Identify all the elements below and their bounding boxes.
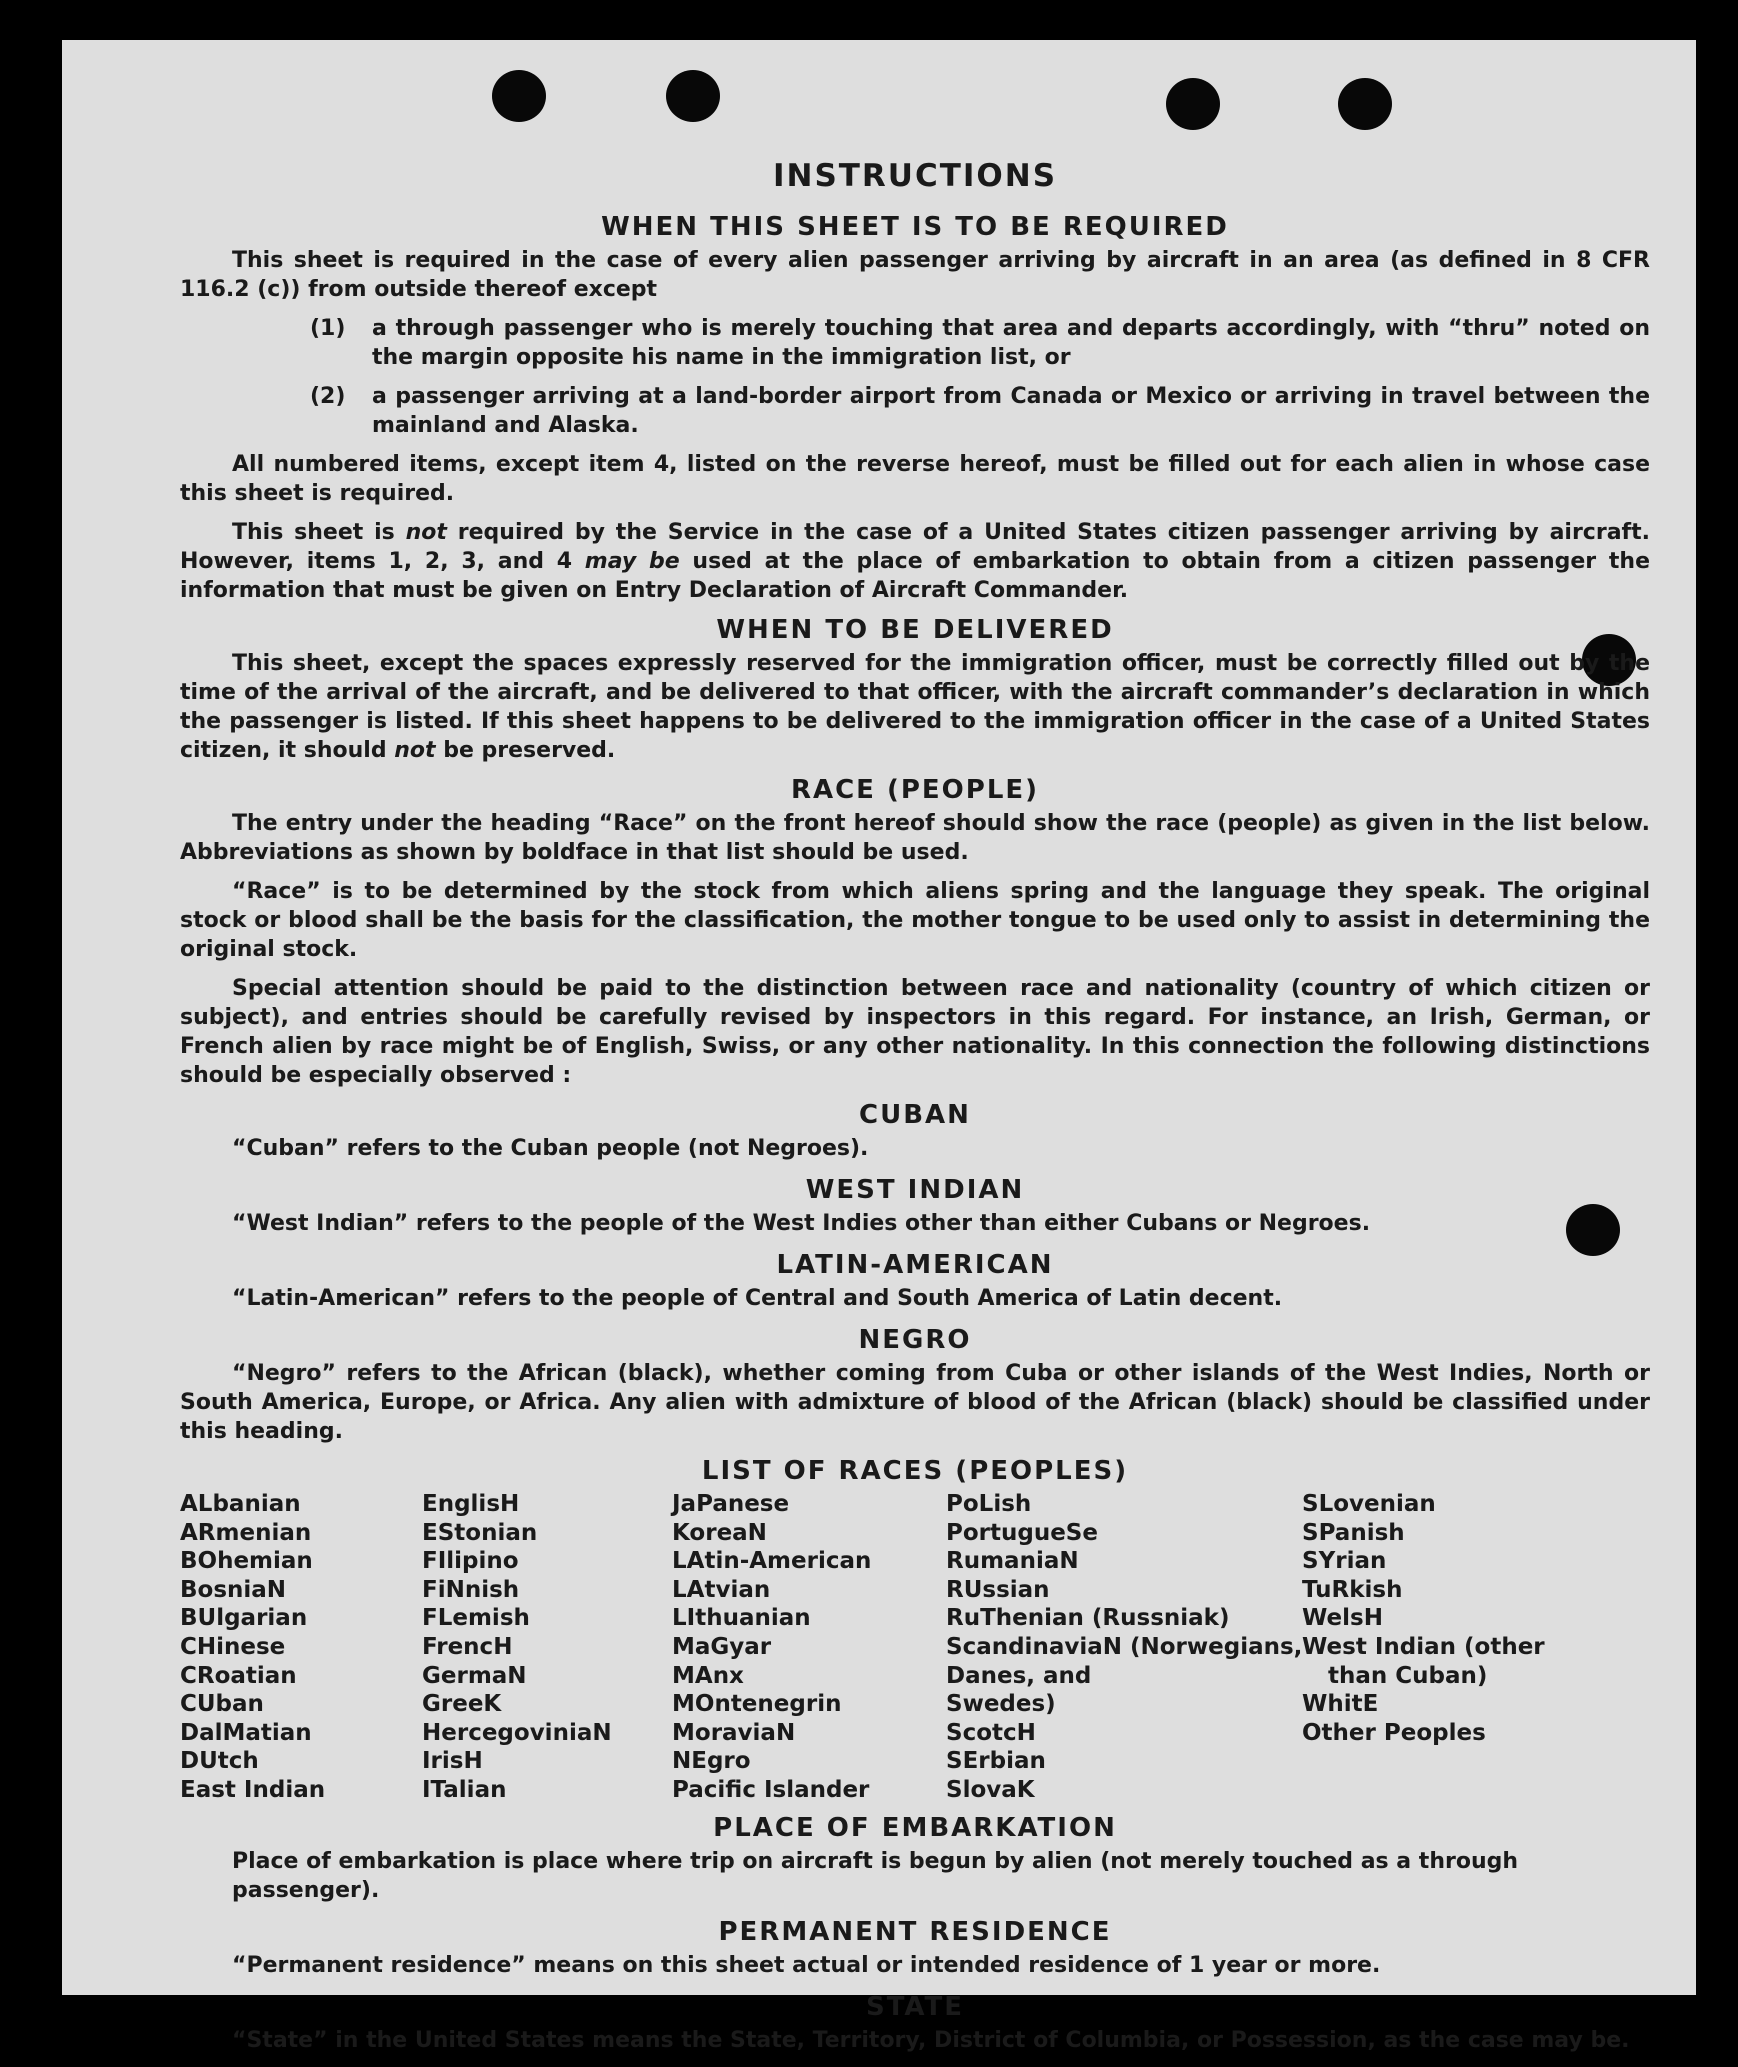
- race-entry: BOhemian: [180, 1548, 313, 1575]
- when-delivered-paragraph: [180, 649, 1650, 765]
- race-entry: CRoatian: [180, 1662, 297, 1689]
- section-heading-permanent-residence: PERMANENT RESIDENCE: [718, 1916, 1112, 1947]
- race-entry: LIthuanian: [672, 1605, 811, 1632]
- race-entry: FrencH: [422, 1633, 513, 1660]
- race-entry: GreeK: [422, 1691, 502, 1718]
- race-entry: MaGyar: [672, 1633, 772, 1660]
- punch-hole: [1166, 78, 1220, 130]
- race-entry: MAnx: [672, 1662, 744, 1689]
- punch-hole: [492, 70, 546, 122]
- race-entry: Other Peoples: [1302, 1719, 1486, 1746]
- race-entry: JaPanese: [672, 1491, 790, 1517]
- race-entry: BUlgarian: [180, 1605, 308, 1632]
- race-entry: Danes, and: [946, 1662, 1092, 1689]
- race-entry: WelsH: [1302, 1605, 1383, 1632]
- race-entry: PortugueSe: [946, 1519, 1098, 1546]
- citizen-text-c: used at the place of embarkation to obtain from a citizen passenger the information that must be given on Entry Declaration of Aircraft Commander.: [180, 549, 1651, 603]
- race-entry: MOntenegrin: [672, 1691, 842, 1718]
- race-column: [180, 1490, 422, 1805]
- race-entry: East Indian: [180, 1776, 326, 1803]
- negro-definition: “Negro” refers to the African (black), whether coming from Cuba or other islands of the West Indies, North or South America, Europe, or Africa. Any alien with admixture of blood of the African (black) should be classified under this heading.: [180, 1361, 1650, 1444]
- race-paragraph-3: Special attention should be paid to the distinction between race and nationality (country of which citizen or subject), and entries should be carefully revised by inspectors in this regard. For instance, an Irish, German, or French alien by race might be of English, Swiss, or any other nationality. In this connection the following distinctions should be especially observed :: [180, 976, 1650, 1088]
- race-entry: GermaN: [422, 1662, 527, 1689]
- section-heading-when-delivered: WHEN TO BE DELIVERED: [716, 615, 1114, 645]
- race-entry: HercegoviniaN: [422, 1719, 612, 1746]
- race-entry: CUban: [180, 1691, 264, 1718]
- section-heading-race: RACE (PEOPLE): [790, 775, 1040, 805]
- race-column: [946, 1490, 1302, 1805]
- race-entry: ScotcH: [946, 1719, 1036, 1746]
- instruction-sheet: [62, 40, 1696, 2053]
- delivered-text-not: not: [394, 738, 436, 763]
- delivered-text-b: be preserved.: [435, 738, 616, 763]
- race-entry: SlovaK: [946, 1776, 1035, 1803]
- race-entry: SPanish: [1302, 1519, 1405, 1546]
- exception-number: (2): [310, 384, 346, 409]
- race-paragraph-1: The entry under the heading “Race” on the front hereof should show the race (people) as given in the list below. Abbreviations as shown by boldface in that list should be used.: [180, 811, 1650, 865]
- section-heading-when-required: WHEN THIS SHEET IS TO BE REQUIRED: [601, 212, 1229, 242]
- numbered-items-paragraph: All numbered items, except item 4, listed on the reverse hereof, must be filled out for each alien in whose case this sheet is required.: [180, 452, 1650, 506]
- section-heading-negro: NEGRO: [858, 1325, 972, 1355]
- state-definition: “State” in the United States means the State, Territory, District of Columbia, or Possession, as the case may be.: [232, 2027, 1630, 2053]
- race-entry: SYrian: [1302, 1548, 1387, 1575]
- race-entry: FLemish: [422, 1605, 530, 1632]
- race-entry: West Indian (other: [1302, 1633, 1545, 1660]
- race-entry: Swedes): [946, 1691, 1056, 1718]
- exception-item: [310, 314, 1650, 372]
- section-heading-cuban: CUBAN: [859, 1100, 971, 1130]
- race-entry: WhitE: [1302, 1691, 1379, 1718]
- race-column: [422, 1490, 672, 1805]
- race-entry: FiNnish: [422, 1576, 520, 1603]
- section-heading-west-indian: WEST INDIAN: [805, 1175, 1025, 1205]
- exception-item: [310, 382, 1650, 440]
- race-entry: BosniaN: [180, 1576, 287, 1603]
- race-entry: SErbian: [946, 1748, 1046, 1775]
- race-entry: SLovenian: [1302, 1491, 1436, 1517]
- race-entry: LAtin-American: [672, 1548, 872, 1575]
- section-heading-list-of-races: LIST OF RACES (PEOPLES): [701, 1456, 1129, 1486]
- punch-hole: [1338, 78, 1392, 130]
- race-column: [1302, 1490, 1602, 1805]
- punch-hole: [666, 70, 720, 122]
- latin-american-definition: “Latin-American” refers to the people of Central and South America of Latin decent.: [232, 1286, 1283, 1311]
- race-column: [672, 1490, 946, 1805]
- race-entry: PoLish: [946, 1491, 1032, 1517]
- race-entry: TuRkish: [1302, 1576, 1403, 1603]
- race-entry: ALbanian: [180, 1491, 301, 1517]
- race-entry: FIlipino: [422, 1548, 519, 1575]
- exception-number: (1): [310, 316, 346, 341]
- race-entry: ITalian: [422, 1776, 507, 1803]
- race-entry: NEgro: [672, 1748, 751, 1775]
- citizen-text-b: required by the Service in the case of a United States citizen passenger arriving by aircraft. However, items 1, 2, 3, and 4: [180, 520, 1650, 574]
- race-entry: LAtvian: [672, 1576, 771, 1603]
- race-entry: RUssian: [946, 1576, 1050, 1603]
- race-entry: ScandinaviaN (Norwegians,: [946, 1633, 1303, 1660]
- race-entry: Pacific Islander: [672, 1776, 870, 1803]
- delivered-text-a: This sheet, except the spaces expressly reserved for the immigration officer, must be correctly filled out by the time of the arrival of the aircraft, and be delivered to that officer, with the aircraft commander’s declaration in which the passenger is listed. If this sheet happens to be delivered to the immigration officer in the case of a United States citizen, it should: [180, 651, 1650, 763]
- section-heading-state: STATE: [865, 1991, 965, 2022]
- citizen-text-maybe: may be: [584, 549, 680, 574]
- exception-text: a passenger arriving at a land-border airport from Canada or Mexico or arriving in travel between the mainland and Alaska.: [372, 384, 1650, 438]
- race-entry: DUtch: [180, 1748, 259, 1775]
- race-entry: EnglisH: [422, 1491, 520, 1517]
- place-of-embarkation-definition: Place of embarkation is place where trip on aircraft is begun by alien (not merely touched as a through passenger).: [232, 1848, 1519, 1903]
- page-title: INSTRUCTIONS: [772, 158, 1058, 194]
- race-entry: RuThenian (Russniak): [946, 1605, 1230, 1632]
- race-entry: IrisH: [422, 1748, 483, 1775]
- instructions-content: [180, 158, 1650, 2067]
- citizen-paragraph: [180, 518, 1650, 605]
- cuban-definition: “Cuban” refers to the Cuban people (not Negroes).: [232, 1136, 869, 1161]
- section-heading-latin-american: LATIN-AMERICAN: [776, 1250, 1054, 1280]
- west-indian-definition: “West Indian” refers to the people of the West Indies other than either Cubans or Negroes.: [232, 1211, 1371, 1236]
- exception-text: a through passenger who is merely touching that area and departs accordingly, with “thru” noted on the margin opposite his name in the immigration list, or: [372, 316, 1650, 370]
- race-paragraph-2: “Race” is to be determined by the stock from which aliens spring and the language they speak. The original stock or blood shall be the basis for the classification, the mother tongue to be used only to assist in determining the original stock.: [180, 879, 1650, 962]
- permanent-residence-definition: “Permanent residence” means on this sheet actual or intended residence of 1 year or more.: [232, 1952, 1381, 1978]
- citizen-text-a: This sheet is: [232, 520, 406, 545]
- race-entry: than Cuban): [1328, 1662, 1488, 1689]
- race-list: [180, 1490, 1650, 1805]
- race-entry: ARmenian: [180, 1519, 312, 1546]
- race-entry: CHinese: [180, 1633, 286, 1660]
- citizen-text-not: not: [405, 520, 447, 545]
- race-entry: EStonian: [422, 1519, 538, 1546]
- section-heading-place-of-embarkation: PLACE OF EMBARKATION: [713, 1812, 1117, 1843]
- race-entry: DalMatian: [180, 1719, 312, 1746]
- when-required-intro: This sheet is required in the case of every alien passenger arriving by aircraft in an area (as defined in 8 CFR 116.2 (c)) from outside thereof except: [180, 248, 1650, 302]
- race-entry: MoraviaN: [672, 1719, 796, 1746]
- race-entry: RumaniaN: [946, 1548, 1079, 1575]
- race-entry: KoreaN: [672, 1519, 767, 1546]
